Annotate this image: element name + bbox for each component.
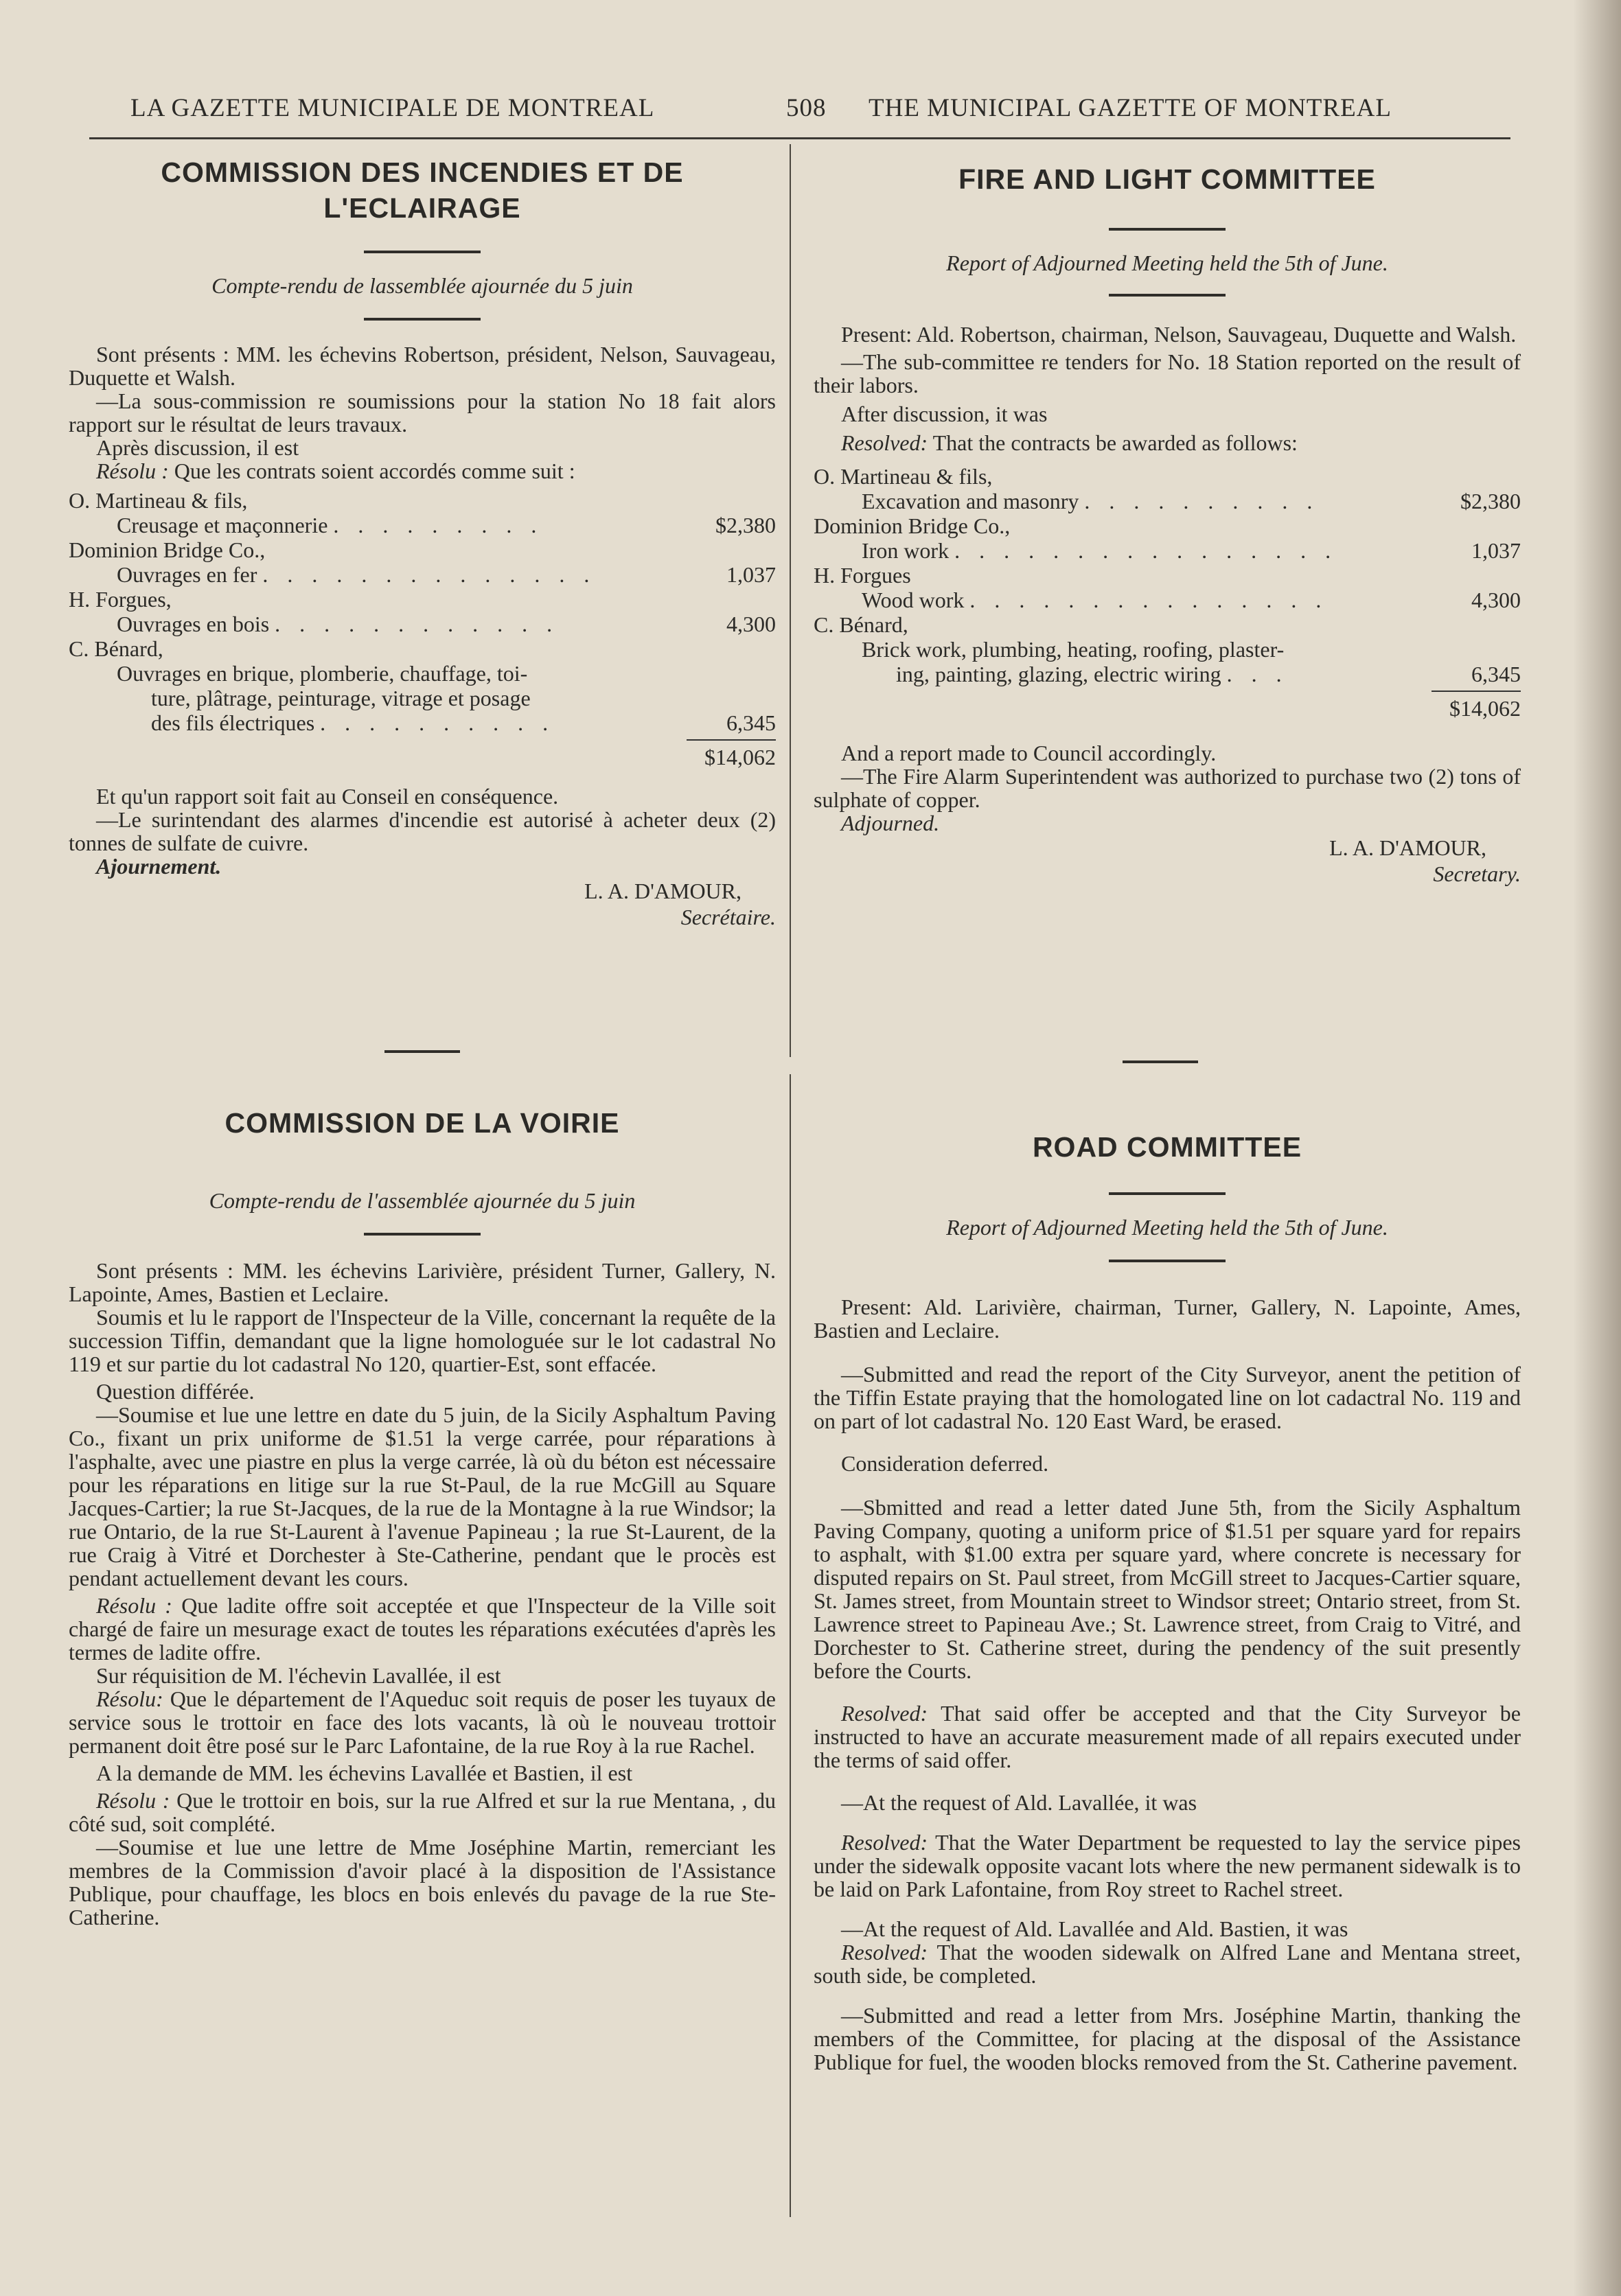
contract-line — [69, 661, 776, 686]
contract-work: Ouvrages en bois . . . . . . . . . . . . — [117, 612, 560, 636]
contractor-name: O. Martineau & fils, — [814, 464, 993, 489]
contract-name — [69, 488, 776, 513]
fr-road-resolved1 — [69, 1594, 776, 1664]
contract-amount: 6,345 — [726, 710, 776, 735]
fr-fire-title-line2: L'ECLAIRAGE — [323, 192, 521, 224]
contract-total — [814, 696, 1521, 721]
fr-road-section — [69, 1105, 776, 1929]
fr-fire-subtitle-rule — [364, 318, 481, 321]
fr-road-resolved2 — [69, 1687, 776, 1757]
contractor-name: Dominion Bridge Co., — [814, 513, 1011, 538]
contract-work: ing, painting, glazing, electric wiring . . . — [896, 662, 1289, 686]
contract-line — [69, 562, 776, 587]
fr-road-resolved3 — [69, 1789, 776, 1835]
en-road-resolved2-text: That the Water Department be requested to lay the service pipes under the sidewalk opposite vacant lots where the new permanent sidewalk is to be laid on Park Lafontaine, from Roy street to Rachel street. — [814, 1830, 1521, 1901]
en-road-resolved3-label: Resolved: — [841, 1940, 928, 1964]
en-road-deferred: Consideration deferred. — [841, 1451, 1049, 1476]
en-road-present: Present: Ald. Larivière, chairman, Turner, Gallery, N. Lapointe, Ames, Bastien and Leclaire. — [814, 1295, 1521, 1343]
en-fire-signature: L. A. D'AMOUR, — [1329, 835, 1486, 860]
contract-line — [814, 637, 1521, 662]
fr-fire-superintendent: —Le surintendant des alarmes d'incendie est autorisé à acheter deux (2) tonnes de sulfate de cuivre. — [69, 807, 776, 855]
contract-amount: $2,380 — [1460, 489, 1521, 513]
contract-work-text: Ouvrages en fer — [117, 562, 257, 587]
contract-amount: 4,300 — [1471, 588, 1521, 612]
fr-road-resolved2-text: Que le département de l'Aqueduc soit requis de poser les tuyaux de service sous le trottoir en face des lots vacants, là où le nouveau trottoir permanent doit être posé sur le Parc Lafontaine, de la rue Roy à la rue Rachel. — [69, 1686, 777, 1758]
fr-road-resolved3-label: Résolu : — [96, 1788, 170, 1813]
contract-line — [69, 710, 776, 735]
contract-amount: $2,380 — [715, 513, 776, 537]
contractor-name: H. Forgues — [814, 563, 911, 588]
total-rule — [687, 739, 776, 741]
fr-road-deferred: Question différée. — [96, 1379, 255, 1404]
fr-road-resolved2-label: Résolu: — [96, 1686, 163, 1711]
contract-work: Wood work . . . . . . . . . . . . . . . — [862, 588, 1329, 612]
fr-fire-present: Sont présents : MM. les échevins Robertson, président, Nelson, Sauvageau, Duquette et Walsh. — [69, 342, 776, 390]
fr-fire-signature-title-text: Secrétaire. — [680, 905, 776, 929]
contract-work-text: ing, painting, glazing, electric wiring — [896, 662, 1221, 686]
en-fire-subtitle: Report of Adjourned Meeting held the 5th of June. — [946, 251, 1388, 275]
en-fire-resolved-text: That the contracts be awarded as follows: — [932, 430, 1298, 455]
fr-fire-adjournment — [69, 855, 776, 878]
en-road-resolved1-label: Resolved: — [841, 1701, 928, 1726]
en-fire-subcommittee: —The sub-committee re tenders for No. 18 Station reported on the result of their labors. — [814, 349, 1521, 397]
fr-fire-signature: L. A. D'AMOUR, — [584, 879, 741, 903]
contract-work-text: Excavation and masonry — [862, 489, 1079, 513]
fr-road-resolved1-label: Résolu : — [96, 1593, 172, 1618]
total-rule — [1432, 691, 1521, 692]
en-road-subtitle: Report of Adjourned Meeting held the 5th of June. — [946, 1215, 1388, 1240]
en-road-martin: —Submitted and read a letter from Mrs. Joséphine Martin, thanking the members of the Committee, for placing at the disposal of the Assistance Publique for fuel, the wooden blocks removed from the St. Catherine pavement. — [814, 2003, 1521, 2074]
contract-work-text: Ouvrages en bois — [117, 612, 270, 636]
fr-road-lavallee: Sur réquisition de M. l'échevin Lavallée, il est — [96, 1663, 501, 1688]
contract-line — [814, 588, 1521, 612]
fr-road-tiffin: Soumis et lu le rapport de l'Inspecteur de la Ville, concernant la requête de la succession Tiffin, demandant que la ligne homologuée sur le lot cadastral No 119 et sur partie du lot cadastral No 120, quartier-Est, sont effacée. — [69, 1305, 776, 1376]
en-fire-title-rule — [1109, 228, 1226, 231]
en-road-tiffin: —Submitted and read the report of the City Surveyor, anent the petition of the Tiffin Estate praying that the homologated line on lot cadactral No. 119 and on part of lot cadastral No. 120 East Ward, be erased. — [814, 1362, 1521, 1433]
contract-work-text: des fils électriques — [151, 710, 315, 735]
en-road-sicily: —Sbmitted and read a letter dated June 5th, from the Sicily Asphaltum Paving Company, quoting a uniform price of $1.51 per square yard for repairs to asphalt, with $1.00 extra per square yard, where concrete is necessary for disputed repairs on St. Paul street, from McGill street to Jacques-Cartier square, St. James street, from Mountain street to Windsor street; Ontario street, from St. Lawrence street to Papineau Ave.; St. Lawrence street, from Craig to Vitré, and Dorchester to St. Catherine street, during the pendency of the suit presently before the Courts. — [814, 1495, 1521, 1683]
en-fire-title: FIRE AND LIGHT COMMITTEE — [958, 163, 1376, 195]
fr-road-title: COMMISSION DE LA VOIRIE — [225, 1107, 620, 1139]
contract-name — [69, 537, 776, 562]
fr-fire-contracts — [69, 488, 776, 769]
contract-name — [814, 513, 1521, 538]
french-gazette-title: LA GAZETTE MUNICIPALE DE MONTREAL — [130, 94, 655, 122]
contract-name — [69, 636, 776, 661]
contract-work: Excavation and masonry . . . . . . . . . . — [862, 489, 1320, 513]
contract-work-text: Creusage et maçonnerie — [117, 513, 328, 537]
fr-fire-resolved — [69, 459, 776, 483]
en-road-title-rule — [1109, 1192, 1226, 1195]
en-fire-after-discussion: After discussion, it was — [841, 402, 1048, 426]
contract-work: des fils électriques . . . . . . . . . . — [151, 710, 555, 735]
contract-line — [814, 662, 1521, 686]
contractor-name: C. Bénard, — [814, 612, 908, 637]
french-column — [69, 0, 776, 2296]
en-fire-contracts — [814, 464, 1521, 721]
contract-line — [69, 686, 776, 710]
en-fire-adjournment-text: Adjourned. — [841, 811, 940, 835]
fr-fire-title-rule — [364, 251, 481, 253]
en-road-resolved3-text: That the wooden sidewalk on Alfred Lane and Mentana street, south side, be completed. — [814, 1940, 1521, 1988]
contract-name — [814, 612, 1521, 637]
en-section-separator — [1123, 1060, 1198, 1063]
contract-line — [814, 538, 1521, 563]
column-divider-top — [790, 144, 791, 1057]
page-number: 508 — [786, 94, 827, 122]
fr-road-lavallee-bastien: A la demande de MM. les échevins Lavallée et Bastien, il est — [96, 1761, 633, 1785]
en-road-resolved1-text: That said offer be accepted and that the City Surveyor be instructed to have an accurate measurement made of all repairs executed under the terms of said offer. — [814, 1701, 1521, 1772]
contract-name — [814, 563, 1521, 588]
en-road-resolved2 — [814, 1831, 1521, 1901]
en-road-resolved1 — [814, 1702, 1521, 1772]
contract-amount: 1,037 — [1471, 538, 1521, 563]
contract-name — [814, 464, 1521, 489]
contract-work-line2: ture, plâtrage, peinturage, vitrage et posage — [151, 686, 531, 710]
contract-work-text: Wood work — [862, 588, 965, 612]
en-fire-signature-title-text: Secretary. — [1433, 861, 1521, 886]
fr-fire-resolved-label: Résolu : — [96, 459, 169, 483]
fr-road-sicily: —Soumise et lue une lettre en date du 5 juin, de la Sicily Asphaltum Paving Co., fixant un prix uniforme de $1.51 la verge carrée, pour réparations à l'asphalte, avec une piastre en plus la verge carrée, là où du béton est nécessaire pour les réparations en litige sur la rue St-Paul, de la rue McGill au Square Jacques-Cartier; la rue St-Jacques, de la rue de la Montagne à la rue Windsor; la rue Ontario, de la rue St-Laurent à l'avenue Papineau ; la rue St-Laurent, de la rue Craig à Vitré et Dorchester à Ste-Catherine, pendant que le procès est pendant actuellement devant les cours. — [69, 1402, 776, 1590]
fr-fire-subcommittee: —La sous-commission re soumissions pour la station No 18 fait alors rapport sur le résultat de leurs travaux. — [69, 389, 776, 437]
en-fire-resolved — [814, 431, 1521, 454]
fr-fire-title — [69, 154, 776, 226]
contractor-name: H. Forgues, — [69, 587, 172, 612]
en-fire-report: And a report made to Council accordingly. — [841, 741, 1217, 765]
contractor-name: Dominion Bridge Co., — [69, 537, 266, 562]
fr-fire-report: Et qu'un rapport soit fait au Conseil en conséquence. — [96, 784, 559, 809]
fr-road-subtitle-rule — [364, 1233, 481, 1236]
en-road-section — [814, 1129, 1521, 2074]
contract-line — [814, 489, 1521, 513]
en-fire-signature-title — [814, 861, 1521, 887]
contract-total-amount: $14,062 — [704, 745, 776, 769]
en-fire-superintendent: —The Fire Alarm Superintendent was authorized to purchase two (2) tons of sulphate of copper. — [814, 764, 1521, 812]
fr-road-resolved1-text: Que ladite offre soit acceptée et que l'Inspecteur de la Ville soit chargé de faire un mesurage exact de toutes les réparations exécutées d'après les termes de ladite offre. — [69, 1593, 777, 1665]
en-road-title: ROAD COMMITTEE — [1032, 1131, 1302, 1163]
fr-fire-subtitle: Compte-rendu de lassemblée ajournée du 5 juin — [211, 273, 633, 298]
en-road-lavallee: —At the request of Ald. Lavallée, it was — [841, 1790, 1197, 1815]
en-road-resolved2-label: Resolved: — [841, 1830, 928, 1855]
en-fire-subtitle-rule — [1109, 294, 1226, 297]
english-gazette-title: THE MUNICIPAL GAZETTE OF MONTREAL — [869, 94, 1392, 122]
en-fire-resolved-label: Resolved: — [841, 430, 928, 455]
contract-amount: 4,300 — [726, 612, 776, 636]
en-road-lavallee-bastien: —At the request of Ald. Lavallée and Ald. Bastien, it was — [841, 1916, 1348, 1941]
page-edge-shadow — [1573, 0, 1621, 2296]
en-road-resolved3 — [814, 1940, 1521, 1987]
contract-work: Creusage et maçonnerie . . . . . . . . . — [117, 513, 544, 537]
en-fire-present: Present: Ald. Robertson, chairman, Nelson, Sauvageau, Duquette and Walsh. — [841, 322, 1517, 347]
fr-fire-signature-title — [69, 904, 776, 930]
contract-work-text: Iron work — [862, 538, 950, 563]
contractor-name: C. Bénard, — [69, 636, 163, 661]
fr-road-martin: —Soumise et lue une lettre de Mme Joséphine Martin, remerciant les membres de la Commission d'avoir placé à la disposition de l'Assistance Publique, pour chauffage, les blocs en bois enlevés du pavage de la rue Ste-Catherine. — [69, 1835, 776, 1929]
contract-line — [69, 612, 776, 636]
fr-road-resolved3-text: Que le trottoir en bois, sur la rue Alfred et sur la rue Mentana, , du côté sud, soit complété. — [69, 1788, 777, 1836]
contract-amount: 1,037 — [726, 562, 776, 587]
en-fire-section — [814, 161, 1521, 887]
fr-road-subtitle: Compte-rendu de l'assemblée ajournée du 5 juin — [209, 1188, 636, 1213]
total-rule-wrap — [69, 735, 776, 745]
en-road-subtitle-rule — [1109, 1260, 1226, 1262]
contract-work: Iron work . . . . . . . . . . . . . . . . — [862, 538, 1338, 563]
contract-work-line1: Brick work, plumbing, heating, roofing, plaster- — [862, 637, 1285, 662]
contract-total — [69, 745, 776, 769]
fr-section-separator — [384, 1050, 460, 1053]
contract-work-line1: Ouvrages en brique, plomberie, chauffage, toi- — [117, 661, 528, 686]
column-divider-bottom — [790, 1074, 791, 2217]
fr-road-present: Sont présents : MM. les échevins Larivière, président Turner, Gallery, N. Lapointe, Ames, Bastien et Leclaire. — [69, 1258, 776, 1306]
contract-line — [69, 513, 776, 537]
fr-fire-after-discussion: Après discussion, il est — [96, 435, 299, 460]
contract-name — [69, 587, 776, 612]
fr-fire-title-line1: COMMISSION DES INCENDIES ET DE — [161, 156, 684, 188]
contract-amount: 6,345 — [1471, 662, 1521, 686]
en-fire-adjournment — [814, 811, 1521, 835]
fr-fire-section — [69, 154, 776, 930]
contract-total-amount: $14,062 — [1449, 696, 1521, 721]
contractor-name: O. Martineau & fils, — [69, 488, 248, 513]
english-column — [814, 0, 1521, 2296]
fr-fire-adjournment-text: Ajournement. — [96, 854, 222, 879]
contract-work: Ouvrages en fer . . . . . . . . . . . . . . — [117, 562, 597, 587]
fr-fire-resolved-text: Que les contrats soient accordés comme suit : — [174, 459, 575, 483]
total-rule-wrap — [814, 686, 1521, 696]
